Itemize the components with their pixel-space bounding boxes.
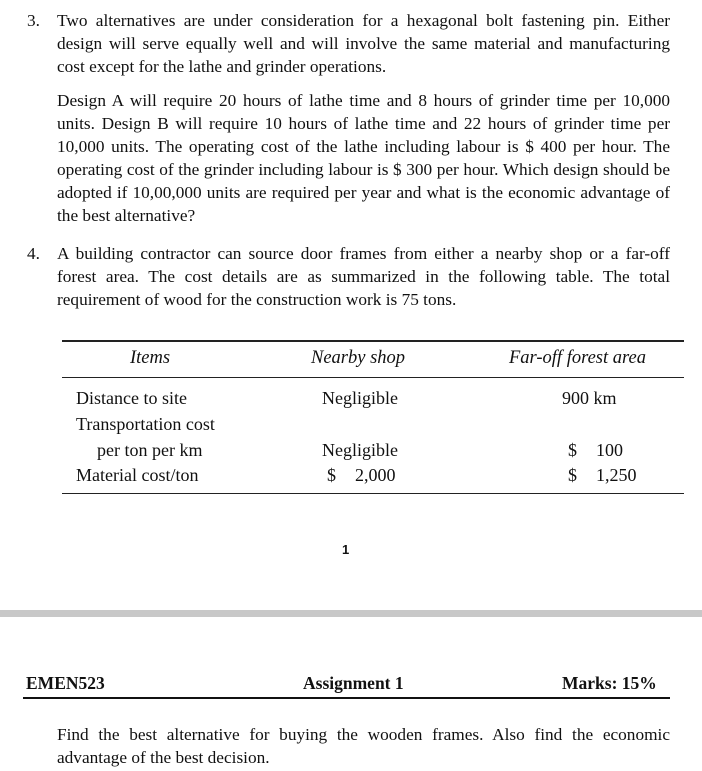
row-distance-nearby: Negligible [322, 388, 398, 408]
header-items: Items [130, 348, 171, 368]
table-top-rule [62, 340, 684, 342]
header-far-off-forest: Far-off forest area [509, 348, 646, 368]
header-rule [23, 697, 670, 699]
row-distance-faroff: 900 km [562, 388, 617, 408]
row-material-faroff [568, 462, 637, 488]
assignment-title: Assignment 1 [303, 673, 404, 693]
row-per-ton-label: per ton per km [97, 440, 203, 460]
row-distance-label: Distance to site [76, 388, 187, 408]
currency-symbol: $ [327, 465, 336, 485]
page-number: 1 [342, 542, 350, 557]
amount: 100 [596, 440, 623, 460]
amount: 2,000 [355, 465, 396, 485]
currency-symbol: $ [568, 465, 577, 485]
question-4-intro: A building contractor can source door frames from either a nearby shop or a far-off forest area. The cost details are as summarized in the following table. The total requirement of wood for the construction work is 75 tons. [57, 244, 670, 309]
row-per-ton-nearby: Negligible [322, 440, 398, 460]
course-code: EMEN523 [26, 673, 105, 693]
table-bottom-rule [62, 493, 684, 494]
task-text: Find the best alternative for buying the wooden frames. Also find the economic advantage of the best decision. [57, 725, 670, 767]
table-header-rule [62, 377, 684, 378]
currency-symbol: $ [568, 440, 577, 460]
header-nearby-shop: Nearby shop [311, 348, 406, 368]
question-3-number: 3. [27, 11, 40, 30]
row-material-label: Material cost/ton [76, 465, 199, 485]
question-3-details: Design A will require 20 hours of lathe time and 8 hours of grinder time per 10,000 units. Design B will require 10 hours of lathe time and 22 hours of grinder time per 10,000 units. The operating cost of the lathe including labour is $ 400 per hour. The operating cost of the grinder including labour is $ 300 per hour. Which design should be adopted if 10,00,000 units are required per year and what is the economic advantage of the best alternative? [57, 91, 670, 225]
page-break-divider [0, 610, 702, 617]
question-4-number: 4. [27, 244, 40, 263]
row-per-ton-faroff [568, 437, 623, 463]
marks-label: Marks: 15% [562, 673, 657, 693]
row-transport-label: Transportation cost [76, 414, 215, 434]
amount: 1,250 [596, 465, 637, 485]
row-material-nearby [327, 462, 396, 488]
question-3-intro: Two alternatives are under consideration for a hexagonal bolt fastening pin. Either design will serve equally well and will involve the same material and manufacturing cost except for the lathe and grinder operations. [57, 11, 670, 76]
